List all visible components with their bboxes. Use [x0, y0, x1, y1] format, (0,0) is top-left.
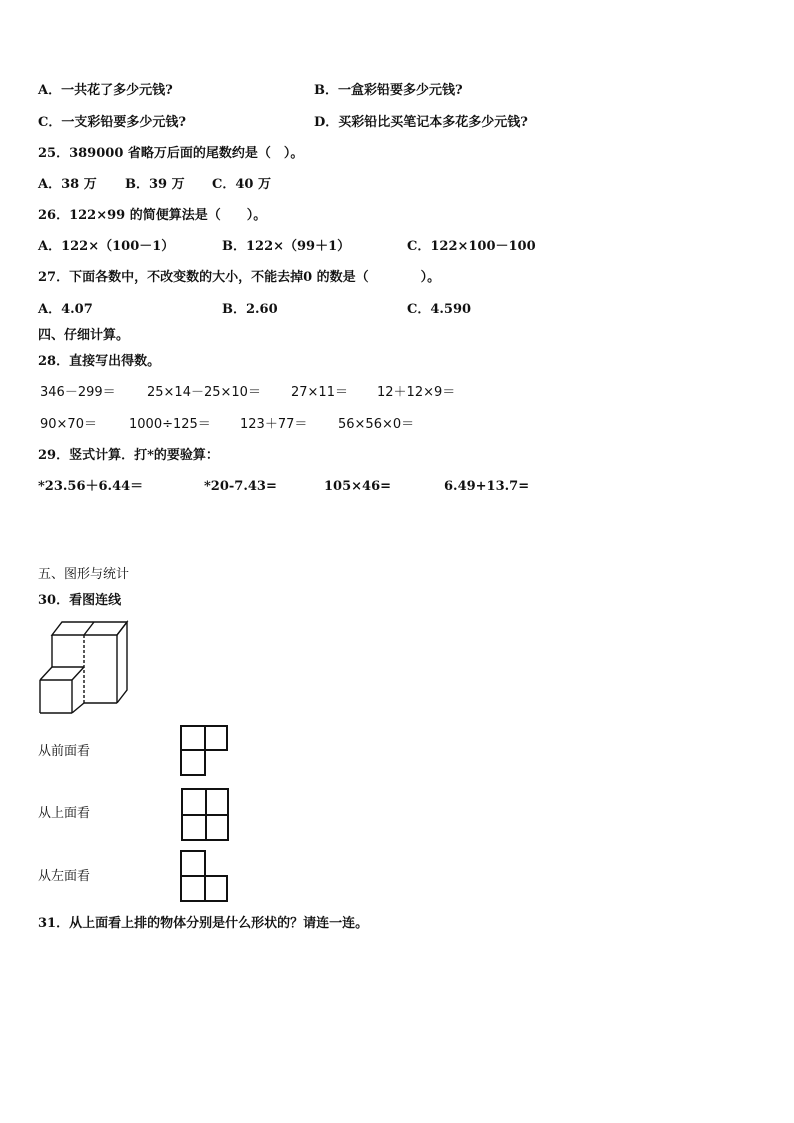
q30-stem: 30．看图连线 [38, 593, 122, 608]
section-4-title: 四、仔细计算。 [38, 328, 130, 343]
q27-option-b: B．2.60 [222, 302, 278, 317]
q28-expression: 25×14－25×10＝ [147, 385, 261, 400]
q24-option-d: D．买彩铅比买笔记本多花多少元钱? [314, 115, 528, 130]
q27-option-a: A．4.07 [38, 302, 93, 317]
q25-stem: 25．389000 省略万后面的尾数约是（ ）。 [38, 146, 304, 161]
q26-option-b: B．122×（99＋1） [222, 239, 351, 254]
view-shape-inverted-l [179, 849, 231, 904]
view-label-left: 从左面看 [38, 869, 91, 884]
q29-item: *23.56＋6.44＝ [38, 479, 144, 494]
q28-expression: 123＋77＝ [240, 417, 308, 432]
q28-expression: 90×70＝ [40, 417, 97, 432]
q24-option-a: A．一共花了多少元钱? [38, 83, 173, 98]
q25-option-a: A．38 万 [38, 177, 97, 192]
q24-option-c: C．一支彩铅要多少元钱? [38, 115, 186, 130]
section-5-title: 五、图形与统计 [38, 567, 130, 582]
view-label-front: 从前面看 [38, 744, 91, 759]
q29-stem: 29．竖式计算．打*的要验算： [38, 448, 219, 463]
q29-item: 105×46= [324, 479, 392, 494]
q28-expression: 56×56×0＝ [338, 417, 415, 432]
q26-option-a: A．122×（100－1） [38, 239, 175, 254]
view-label-top: 从上面看 [38, 806, 91, 821]
q27-option-c: C．4.590 [407, 302, 472, 317]
cube-stack-figure [38, 618, 132, 716]
q27-stem: 27．下面各数中，不改变数的大小，不能去掉0 的数是（ ）。 [38, 270, 441, 285]
q28-expression: 12＋12×9＝ [377, 385, 456, 400]
q24-option-b: B．一盒彩铅要多少元钱? [314, 83, 463, 98]
view-shape-square [179, 787, 231, 843]
q29-item: 6.49+13.7= [444, 479, 530, 494]
q26-stem: 26．122×99 的简便算法是（ ）。 [38, 208, 267, 223]
view-shape-l [179, 724, 231, 779]
q25-option-b: B．39 万 [125, 177, 185, 192]
q28-expression: 346－299＝ [40, 385, 116, 400]
q31-stem: 31．从上面看上排的物体分别是什么形状的？请连一连。 [38, 916, 369, 931]
q28-stem: 28．直接写出得数。 [38, 354, 161, 369]
q28-expression: 27×11＝ [291, 385, 348, 400]
q25-option-c: C．40 万 [212, 177, 271, 192]
q26-option-c: C．122×100－100 [407, 239, 536, 254]
q28-expression: 1000÷125＝ [129, 417, 211, 432]
q29-item: *20-7.43= [204, 479, 277, 494]
